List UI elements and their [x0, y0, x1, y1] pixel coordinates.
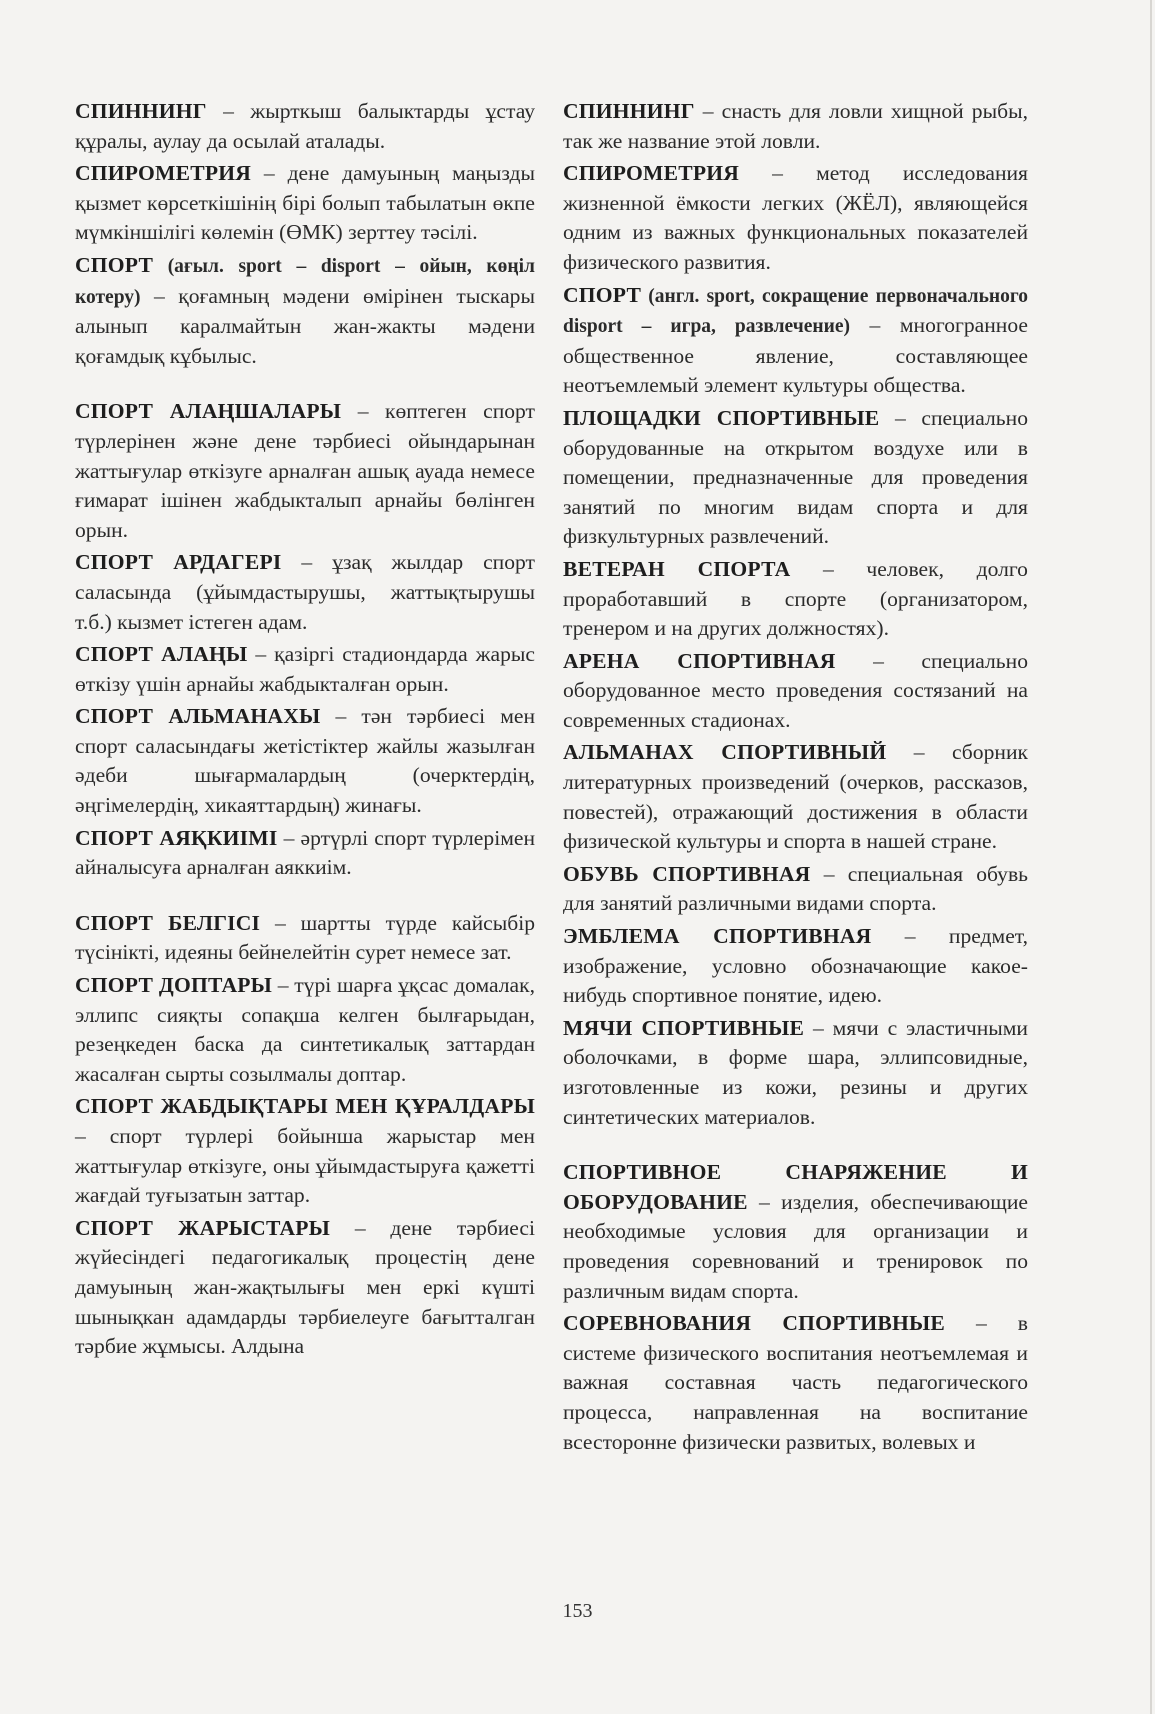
entry-term: АЛЬМАНАХ СПОРТИВНЫЙ: [563, 740, 887, 765]
entry-sport-veteran-ru: [563, 555, 1028, 644]
entry-text: – специальная обувь для занятий различными видами спорта.: [563, 861, 1028, 916]
entry-sport-arena-kk: [75, 640, 535, 699]
entry-term: СОРЕВНОВАНИЯ СПОРТИВНЫЕ: [563, 1311, 946, 1336]
entry-sport-almanac-kk: [75, 702, 535, 820]
entry-spinning-ru: [563, 97, 1028, 156]
entry-text: – шартты түрде кайсыбір түсінікті, идеяны бейнелейтін сурет немесе зат.: [75, 910, 535, 965]
kazakh-column: [75, 97, 535, 1365]
entry-text: – дене тәрбиесі жүйесіндегі педагогикалық процестің дене дамуының жан-жақтылығы мен еркі күшті шынықкан адамдарды тәрбиелеуге бағытталган тәрбие жұмысы. Алдына: [75, 1215, 535, 1359]
entry-sport-emblem-ru: [563, 922, 1028, 1011]
entry-term: СПИРОМЕТРИЯ: [75, 161, 252, 186]
entry-text: – тән тәрбиесі мен спорт саласындағы жетістіктер жайлы жазылған әдеби шығармалардың (очерктердің, әңгімелердің, хикаяттардың) жинағы.: [75, 704, 536, 818]
entry-term: СПОРТ АЛАҢЫ: [75, 642, 248, 667]
page-edge-shadow: [1150, 0, 1152, 1714]
entry-term: ПЛОЩАДКИ СПОРТИВНЫЕ: [563, 405, 880, 430]
entry-text: – специально оборудованные на открытом воздухе или в помещении, предназначенные для проведения занятий по многим видам спорта и для физкультурных развлечений.: [563, 405, 1028, 549]
entry-sport-competitions-kk: [75, 1214, 535, 1362]
entry-etymology: (англ. sport, сокращение первоначального disport – игра, развлечение): [563, 285, 1028, 338]
entry-text: – изделия, обеспечивающие необходимые условия для организации и проведения соревнований и тренировок по различным видам спорта.: [563, 1189, 1028, 1303]
entry-sport-kk: [75, 251, 535, 371]
entry-term: АРЕНА СПОРТИВНАЯ: [563, 648, 836, 673]
entry-sport-grounds-ru: [563, 404, 1028, 552]
entry-term: СПОРТ ЖАРЫСТАРЫ: [75, 1215, 331, 1240]
entry-term: ВЕТЕРАН СПОРТА: [563, 556, 791, 581]
entry-term: СПОРТИВНОЕ СНАРЯЖЕНИЕ И ОБОРУДОВАНИЕ: [563, 1160, 1028, 1214]
entry-term: ОБУВЬ СПОРТИВНАЯ: [563, 861, 811, 886]
entry-text: – түрі шарға ұқсас домалак, эллипс сияқты сопақша келген былғарыдан, резеңкеден баска да синтетикалық заттардан жасалған сырты созылмалы доптар.: [75, 973, 535, 1086]
entry-sport-competitions-ru: [563, 1309, 1028, 1457]
page-number: 153: [562, 1600, 593, 1622]
entry-term: СПОРТ ЖАБДЫҚТАРЫ МЕН ҚҰРАЛДАРЫ: [75, 1094, 535, 1119]
entry-sport-veteran-kk: [75, 548, 535, 637]
entry-term: СПИРОМЕТРИЯ: [563, 161, 740, 186]
entry-term: СПИННИНГ: [75, 99, 207, 123]
entry-term: СПОРТ: [563, 282, 642, 307]
entry-term: СПОРТ АРДАГЕРІ: [75, 550, 282, 575]
entry-term: МЯЧИ СПОРТИВНЫЕ: [563, 1015, 805, 1040]
entry-sport-almanac-ru: [563, 738, 1028, 856]
entry-text: – қоғамның мәдени өмірінен тыскары алынып каралмайтын жан-жакты мәдени қоғамдық кұбылыс.: [75, 283, 535, 368]
entry-sport-shoes-ru: [563, 860, 1028, 919]
entry-text: – человек, долго проработавший в спорте (организатором, тренером и на других должностях).: [563, 556, 1028, 641]
entry-sport-equipment-kk: [75, 1092, 535, 1210]
entry-text: – снасть для ловли хищной рыбы, так же название этой ловли.: [563, 99, 1028, 153]
entry-text: – дене дамуының маңызды қызмет көрсеткішінің бірі болып табылатын өкпе мүмкіншілігі көлемін (ӨМК) зерттеу тәсілі.: [75, 161, 535, 245]
entry-sport-balls-kk: [75, 971, 535, 1089]
entry-text: – предмет, изображение, условно обозначающие какое-нибудь спортивное понятие, идею.: [563, 924, 1028, 1008]
entry-text: – метод исследования жизненной ёмкости легких (ЖЁЛ), являющейся одним из важных функциональных показателей физического развития.: [563, 161, 1028, 274]
entry-term: СПОРТ ДОПТАРЫ: [75, 973, 273, 998]
entry-text: – в системе физического воспитания неотъемлемая и важная составная часть педагогического процесса, направленная на воспитание всесторонне физически развитых, волевых и: [563, 1311, 1028, 1454]
entry-text: – спорт түрлері бойынша жарыстар мен жаттығулар өткізуге, оны ұйымдастыруға қажетті жағдай туғызатын заттар.: [75, 1124, 535, 1208]
entry-text: – многогранное общественное явление, составляющее неотъемлемый элемент культуры общества.: [563, 313, 1028, 398]
entry-text: – көптеген спорт түрлерінен және дене тәрбиесі ойындарынан жаттығулар өткізуге арналған ашық ауада немесе ғимарат ішінен жабдыкталып арнайы бөлінген орын.: [75, 399, 535, 542]
entry-text: – сборник литературных произведений (очерков, рассказов, повестей), отражающий достижения в области физической культуры и спорта в нашей стране.: [563, 740, 1028, 854]
entry-sport-ru: [563, 281, 1028, 401]
entry-sport-grounds-kk: [75, 397, 535, 545]
entry-text: – ұзақ жылдар спорт саласында (ұйымдастырушы, жаттықтырушы т.б.) кызмет істеген адам.: [75, 550, 535, 634]
entry-term: СПОРТ АЯҚКИІМІ: [75, 825, 278, 850]
russian-column: [563, 97, 1028, 1460]
entry-etymology: (ағыл. sport – disport – ойын, көңіл котеру): [75, 255, 535, 308]
entry-spirometry-ru: [563, 159, 1028, 277]
entry-text: – мячи с эластичными оболочками, в форме шара, эллипсовидные, изготовленные из кожи, резины и других синтетических материалов.: [563, 1015, 1028, 1129]
entry-sport-emblem-kk: [75, 909, 535, 968]
entry-spinning-kk: [75, 97, 535, 156]
entry-term: ЭМБЛЕМА СПОРТИВНАЯ: [563, 924, 872, 949]
entry-term: СПОРТ БЕЛГІСІ: [75, 910, 261, 935]
entry-sport-shoes-kk: [75, 824, 535, 883]
entry-term: СПИННИНГ: [563, 99, 695, 123]
entry-text: – жырткыш балыктарды ұстау құралы, аулау да осылай аталады.: [75, 99, 535, 153]
entry-sport-equipment-ru: [563, 1158, 1028, 1306]
entry-text: – специально оборудованное место проведения состязаний на современных стадионах.: [563, 648, 1028, 732]
entry-sport-arena-ru: [563, 647, 1028, 736]
entry-term: СПОРТ АЛАҢШАЛАРЫ: [75, 399, 342, 424]
entry-spirometry-kk: [75, 159, 535, 248]
entry-sport-balls-ru: [563, 1014, 1028, 1132]
entry-text: – әртүрлі спорт түрлерімен айналысуға арналған аяккиім.: [75, 825, 535, 880]
entry-term: СПОРТ: [75, 252, 154, 277]
entry-text: – қазіргі стадиондарда жарыс өткізу үшін арнайы жабдыкталған орын.: [75, 642, 536, 696]
entry-term: СПОРТ АЛЬМАНАХЫ: [75, 704, 321, 729]
